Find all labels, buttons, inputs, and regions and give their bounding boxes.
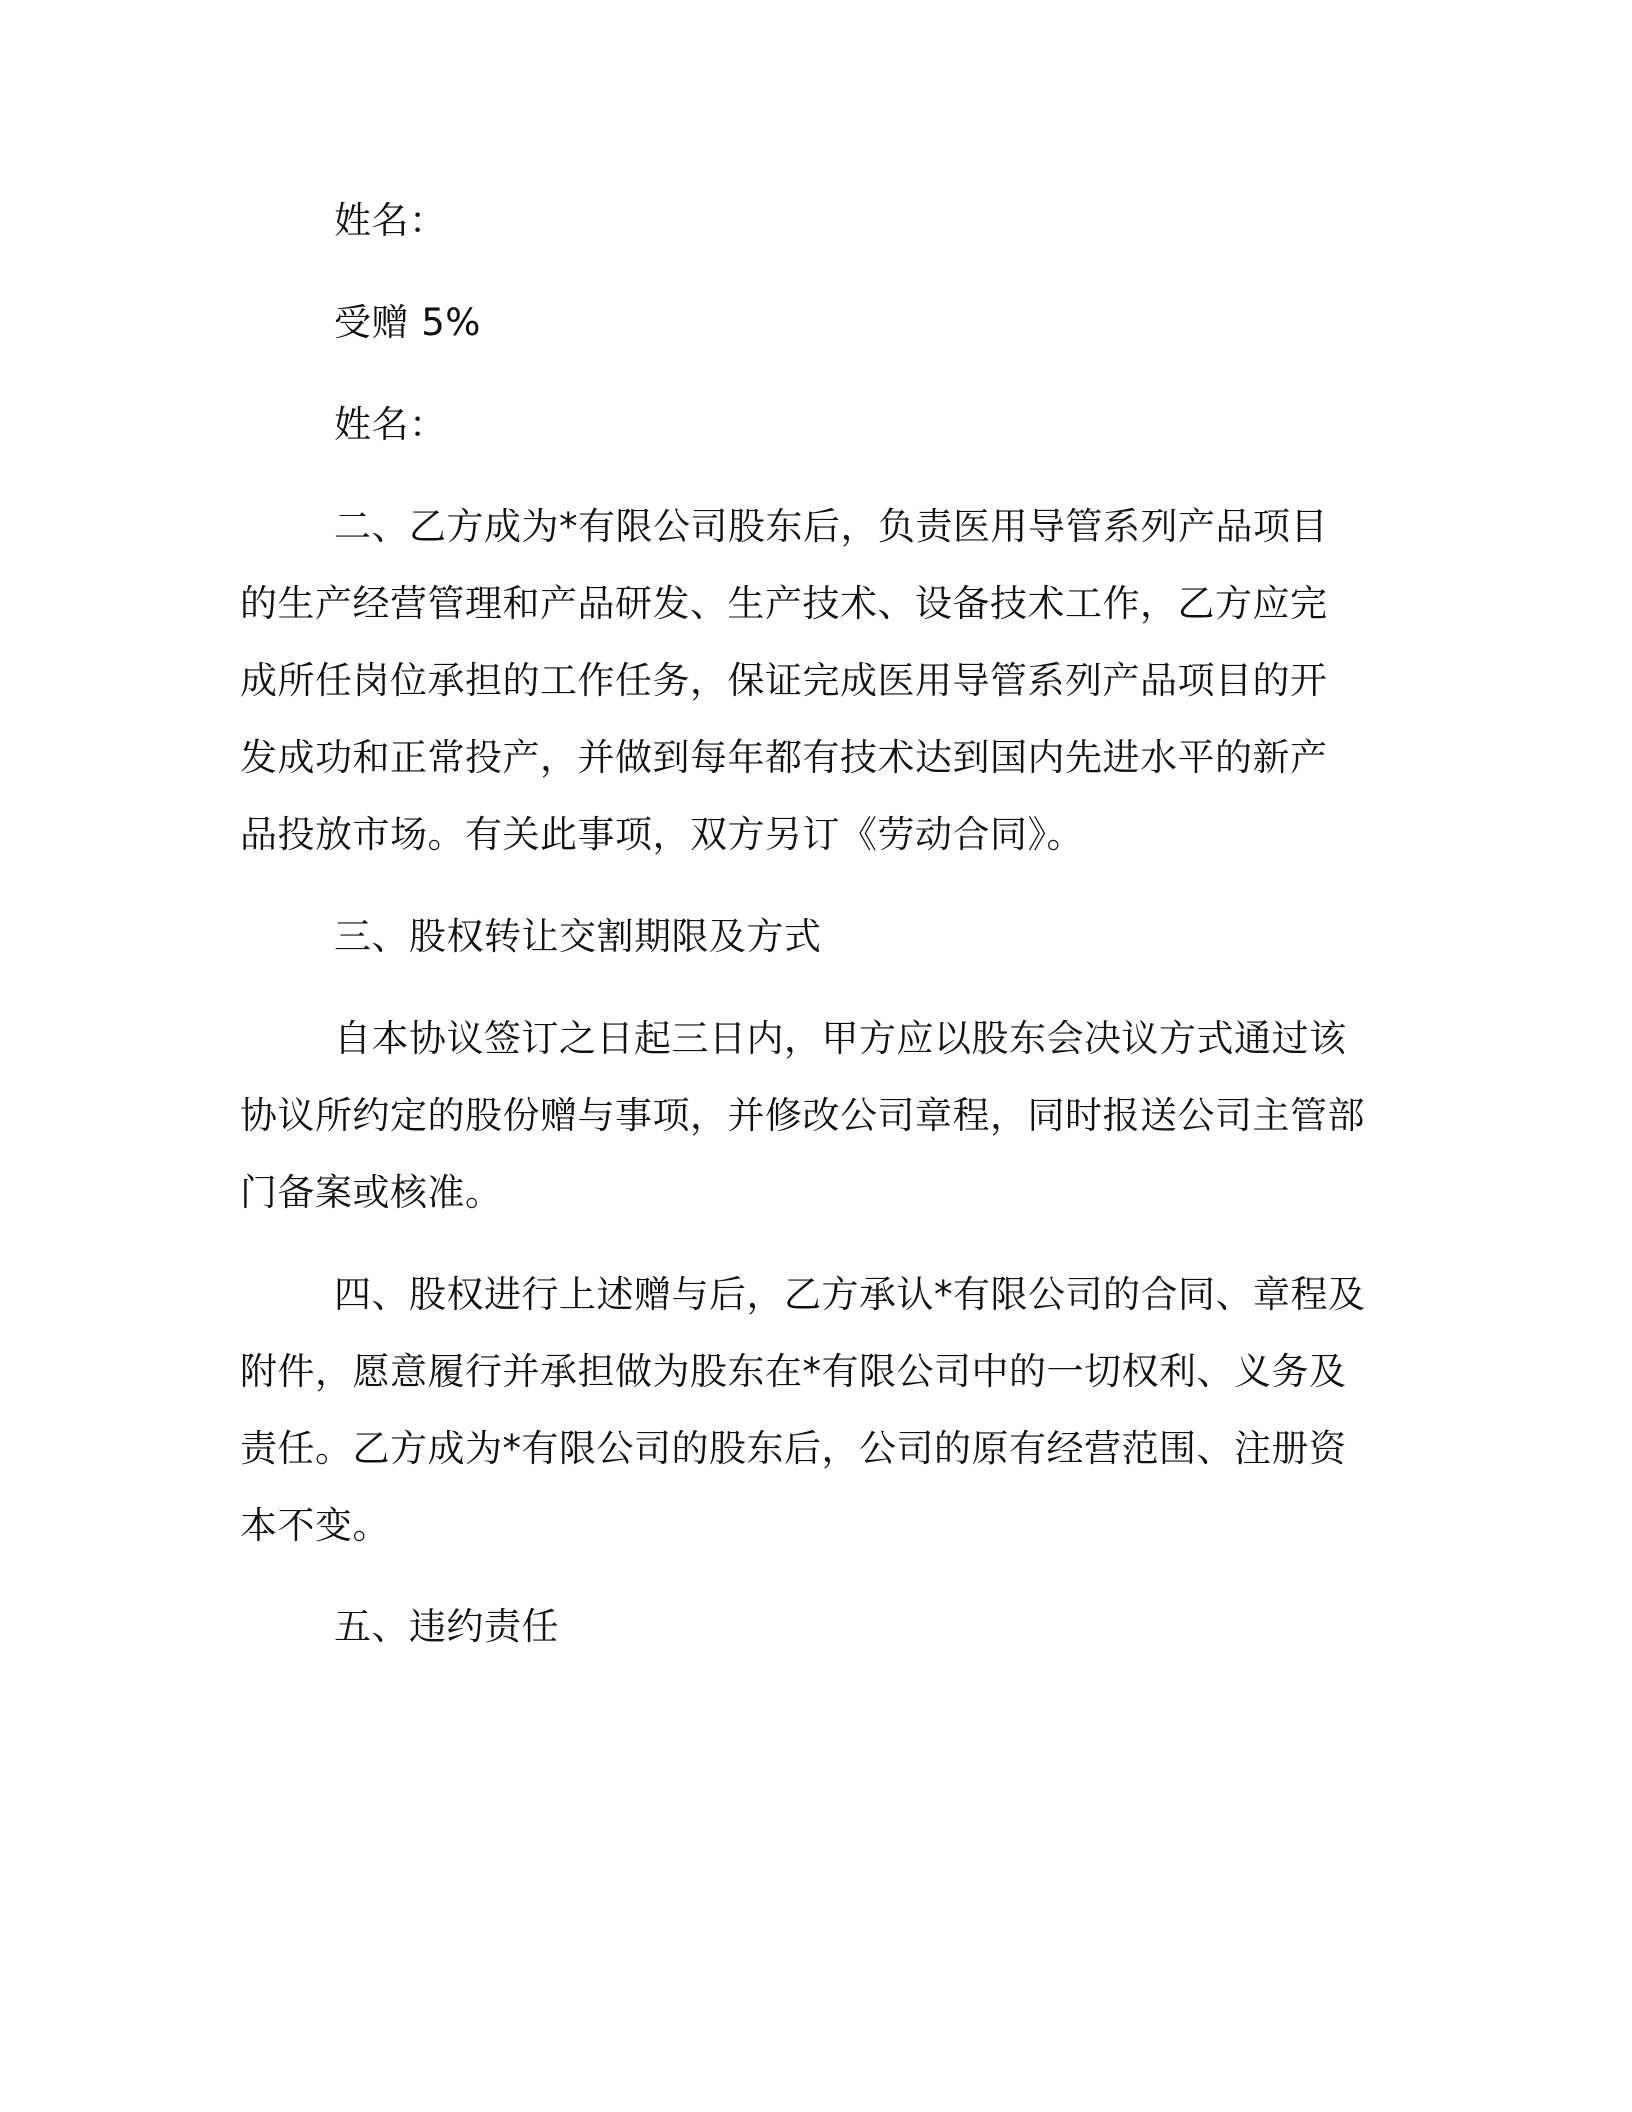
clause-three-paragraph: 自本协议签订之日起三日内，甲方应以股东会决议方式通过该协议所约定的股份赠与事项，并修改公司章程，同时报送公司主管部门备案或核准。 [240,1017,1365,1214]
clause-four-paragraph: 四、股权进行上述赠与后，乙方承认*有限公司的合同、章程及附件，愿意履行并承担做为股东在*有限公司中的一切权利、义务及责任。乙方成为*有限公司的股东后，公司的原有经营范围、注册资本不变。 [240,1273,1366,1547]
clause-two-paragraph: 二、乙方成为*有限公司股东后，负责医用导管系列产品项目的生产经营管理和产品研发、生产技术、设备技术工作，乙方应完成所任岗位承担的工作任务，保证完成医用导管系列产品项目的开发成功和正常投产，并做到每年都有技术达到国内先进水平的新产品投放市场。有关此事项，双方另订《劳动合同》。 [240,505,1328,856]
name-label-2: 姓名： [334,403,447,446]
clause-three-heading: 三、股权转让交割期限及方式 [334,915,822,958]
name-label-1: 姓名： [334,199,447,242]
gift-share-line: 受赠 5% [334,301,481,344]
clause-five-heading: 五、违约责任 [334,1605,559,1648]
